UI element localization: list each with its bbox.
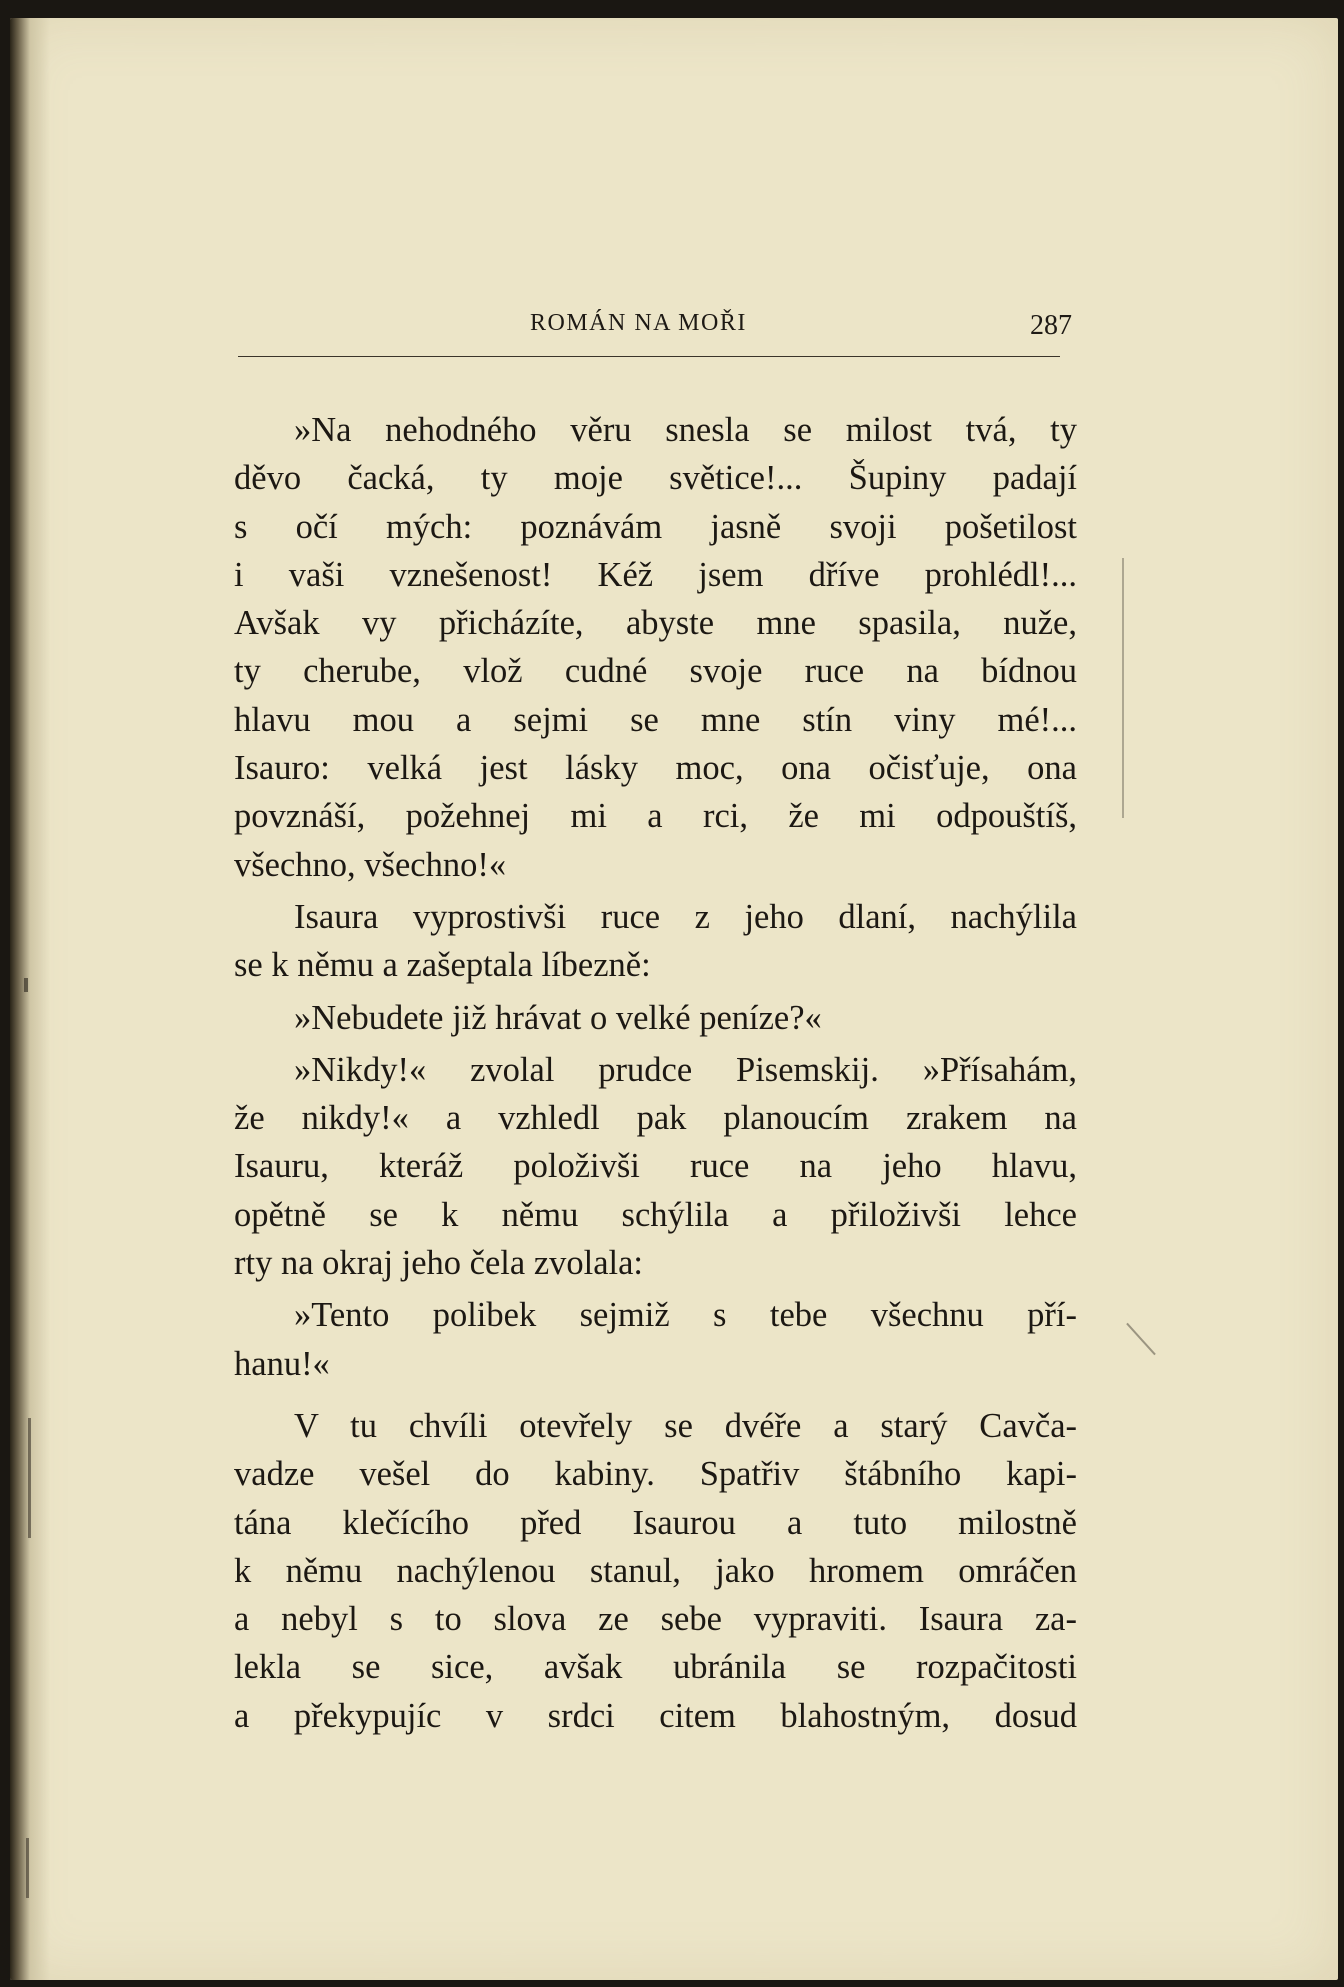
page-number: 287: [1030, 310, 1072, 341]
text-line: tána klečícího před Isaurou a tuto milostně: [234, 1503, 1077, 1542]
margin-mark: [1122, 558, 1124, 818]
text-line: s očí mých: poznávám jasně svoji pošetilost: [234, 507, 1077, 546]
running-title: ROMÁN NA MOŘI: [530, 310, 747, 336]
text-line: opětně se k němu schýlila a přiloživši lehce: [234, 1195, 1077, 1234]
text-line: Avšak vy přicházíte, abyste mne spasila, nuže,: [234, 604, 1077, 643]
text-line: děvo čacká, ty moje světice!... Šupiny padají: [234, 459, 1077, 498]
text-line: ty cherube, vlož cudné svoje ruce na bídnou: [234, 652, 1077, 691]
text-line: lekla se sice, avšak ubránila se rozpačitosti: [234, 1648, 1077, 1687]
paragraph: [234, 893, 1077, 990]
text-line: Isaura vyprostivši ruce z jeho dlaní, nachýlila: [294, 897, 1077, 936]
text-line: hanu!«: [234, 1344, 330, 1383]
paragraph: [234, 406, 1077, 889]
text-line: »Nikdy!« zvolal prudce Pisemskij. »Přísahám,: [294, 1050, 1077, 1089]
text-line: hlavu mou a sejmi se mne stín viny mé!...: [234, 700, 1077, 739]
text-line: »Nebudete již hrávat o velké peníze?«: [294, 998, 822, 1037]
text-line: V tu chvíli otevřely se dvéře a starý Cavča-: [294, 1406, 1077, 1445]
paragraph: [234, 1291, 1077, 1388]
text-line: k němu nachýlenou stanul, jako hromem omráčen: [234, 1551, 1077, 1590]
margin-mark: [26, 1838, 29, 1898]
text-line: i vaši vznešenost! Kéž jsem dříve prohlédl!...: [234, 555, 1077, 594]
paragraph: [234, 1046, 1077, 1287]
text-line: povznáší, požehnej mi a rci, že mi odpouštíš,: [234, 797, 1077, 836]
page-header: [230, 308, 1080, 360]
header-rule: [238, 356, 1060, 357]
text-line: »Tento polibek sejmiž s tebe všechnu pří-: [294, 1296, 1077, 1335]
paragraph: [234, 994, 1077, 1042]
text-line: všechno, všechno!«: [234, 845, 507, 884]
text-line: a nebyl s to slova ze sebe vypraviti. Isaura za-: [234, 1600, 1077, 1639]
paragraph: [234, 1402, 1077, 1740]
text-line: že nikdy!« a vzhledl pak planoucím zrakem na: [234, 1099, 1077, 1138]
margin-mark: [1126, 1323, 1156, 1356]
text-line: Isauru, kteráž položivši ruce na jeho hlavu,: [234, 1147, 1077, 1186]
book-page: [10, 18, 1338, 1980]
text-line: vadze vešel do kabiny. Spatřiv štábního kapi-: [234, 1455, 1077, 1494]
margin-mark: [28, 1418, 31, 1538]
text-line: se k němu a zašeptala líbezně:: [234, 946, 651, 985]
page-gutter: [10, 18, 50, 1980]
body-text: [234, 406, 1077, 1740]
margin-mark: [24, 978, 28, 992]
text-line: »Na nehodného věru snesla se milost tvá, ty: [294, 411, 1077, 449]
text-line: a překypujíc v srdci citem blahostným, dosud: [234, 1696, 1077, 1735]
text-line: rty na okraj jeho čela zvolala:: [234, 1244, 644, 1283]
text-line: Isauro: velká jest lásky moc, ona očisťuje, ona: [234, 749, 1077, 788]
